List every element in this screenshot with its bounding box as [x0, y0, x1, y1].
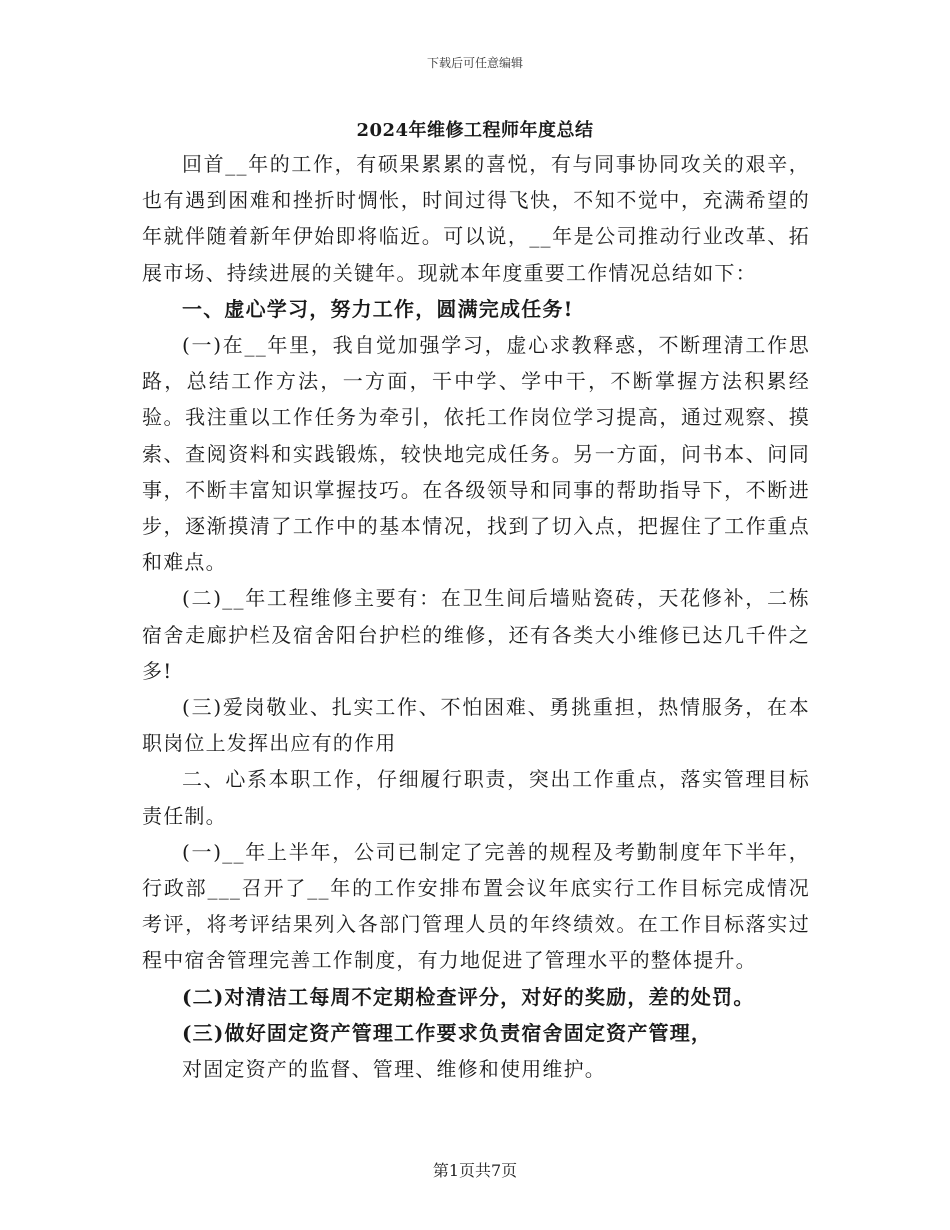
paragraph-2-3-cont: 对固定资产的监督、管理、维修和使用维护。 — [182, 1057, 606, 1082]
paragraph-2-2: (二)对清洁工每周不定期检查评分，对好的奖励，差的处罚。 — [182, 984, 755, 1009]
paragraph-2-1: (一)__年上半年，公司已制定了完善的规程及考勤制度年下半年，行政部___召开了__年的工作安排布置会议年底实行工作目标完成情况考评，将考评结果列入各部门管理人员的年终绩效。在工作目标落实过程中宿舍管理完善工作制度，有力地促进了管理水平的整体提升。 — [142, 839, 810, 973]
paragraph-2-3: (三)做好固定资产管理工作要求负责宿舍固定资产管理， — [182, 1020, 713, 1045]
document-body — [142, 146, 810, 1087]
section-heading-2: 二、心系本职工作，仔细履行职责，突出工作重点，落实管理目标责任制。 — [142, 767, 810, 828]
paragraph-1-3: (三)爱岗敬业、扎实工作、不怕困难、勇挑重担，热情服务，在本职岗位上发挥出应有的作用 — [142, 695, 810, 756]
section-heading-1: 一、虚心学习，努力工作，圆满完成任务! — [182, 296, 574, 321]
header-note: 下载后可任意编辑 — [426, 56, 523, 70]
page-number: 第1页共7页 — [432, 1161, 518, 1180]
paragraph-1-1: (一)在__年里，我自觉加强学习，虚心求教释惑，不断理清工作思路，总结工作方法，一方面，干中学、学中干，不断掌握方法积累经验。我注重以工作任务为牵引，依托工作岗位学习提高，通过观察、摸索、查阅资料和实践锻炼，较快地完成任务。另一方面，问书本、问同事，不断丰富知识掌握技巧。在各级领导和同事的帮助指导下，不断进步，逐渐摸清了工作中的基本情况，找到了切入点，把握住了工作重点和难点。 — [142, 333, 810, 575]
paragraph-intro: 回首__年的工作，有硕果累累的喜悦，有与同事协同攻关的艰辛，也有遇到困难和挫折时惆怅，时间过得飞快，不知不觉中，充满希望的年就伴随着新年伊始即将临近。可以说，__年是公司推动行业改革、拓展市场、持续进展的关键年。现就本年度重要工作情况总结如下： — [142, 152, 810, 285]
document-title: 2024年维修工程师年度总结 — [356, 120, 594, 141]
paragraph-1-2: (二)__年工程维修主要有：在卫生间后墙贴瓷砖，天花修补，二栋宿舍走廊护栏及宿舍阳台护栏的维修，还有各类大小维修已达几千件之多! — [142, 586, 810, 683]
